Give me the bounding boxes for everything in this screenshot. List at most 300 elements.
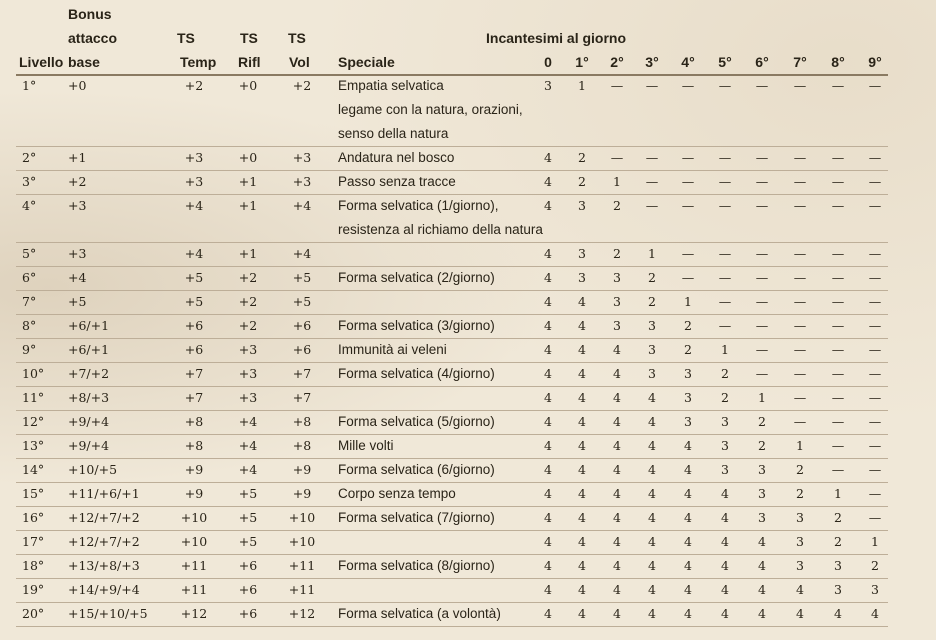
cell-spells: —: [868, 78, 882, 93]
cell-spells: 2: [721, 366, 729, 381]
cell-spells: 4: [648, 558, 656, 573]
cell-ts-rifl: +1: [238, 174, 258, 189]
cell-bab: +6/+1: [68, 318, 110, 333]
cell-livello: 16°: [22, 510, 45, 525]
table-row: [0, 146, 936, 170]
cell-spells: 4: [578, 390, 586, 405]
cell-livello: 8°: [22, 318, 37, 333]
cell-spells: 2: [684, 342, 692, 357]
cell-livello: 7°: [22, 294, 37, 309]
cell-spells: 4: [613, 606, 621, 621]
header-ts-temp-line1: TS: [177, 30, 195, 46]
cell-livello: 9°: [22, 342, 37, 357]
cell-spells: 4: [684, 606, 692, 621]
cell-ts-rifl: +4: [238, 462, 258, 477]
cell-spells: 4: [544, 606, 552, 621]
speciale-line: resistenza al richiamo della natura: [338, 222, 543, 237]
cell-spells: 4: [578, 486, 586, 501]
cell-livello: 6°: [22, 270, 37, 285]
cell-spells: 4: [613, 534, 621, 549]
cell-spells: 4: [648, 582, 656, 597]
cell-ts-temp: +3: [184, 174, 204, 189]
cell-spells: —: [681, 78, 695, 93]
table-row: [0, 410, 936, 434]
header-bonus-line3: base: [68, 54, 100, 70]
cell-spells: 4: [684, 510, 692, 525]
cell-spells: 1: [834, 486, 842, 501]
table-row: [0, 578, 936, 602]
cell-spells: 4: [544, 390, 552, 405]
cell-speciale: [338, 146, 454, 170]
cell-ts-vol: +5: [292, 270, 312, 285]
cell-spells: 4: [721, 558, 729, 573]
cell-ts-rifl: +2: [238, 270, 258, 285]
cell-spells: 2: [834, 534, 842, 549]
cell-ts-vol: +7: [292, 390, 312, 405]
cell-spells: 3: [721, 414, 729, 429]
cell-spells: 4: [613, 582, 621, 597]
cell-spells: —: [755, 318, 769, 333]
cell-spells: 3: [834, 582, 842, 597]
cell-bab: +6/+1: [68, 342, 110, 357]
cell-livello: 11°: [22, 390, 45, 405]
cell-ts-rifl: +6: [238, 606, 258, 621]
cell-livello: 5°: [22, 246, 37, 261]
cell-ts-vol: +12: [288, 606, 316, 621]
cell-ts-vol: +6: [292, 342, 312, 357]
cell-spells: —: [793, 342, 807, 357]
cell-spells: 2: [758, 414, 766, 429]
cell-spells: 2: [578, 174, 586, 189]
cell-spells: 4: [544, 294, 552, 309]
cell-spells: —: [868, 438, 882, 453]
cell-spells: —: [793, 390, 807, 405]
cell-speciale: [338, 170, 456, 194]
header-ts-rifl-line2: Rifl: [238, 54, 261, 70]
cell-spells: —: [868, 462, 882, 477]
cell-spells: 4: [613, 414, 621, 429]
cell-spells: 1: [721, 342, 729, 357]
cell-ts-rifl: +0: [238, 150, 258, 165]
cell-spells: —: [831, 270, 845, 285]
cell-ts-vol: +8: [292, 438, 312, 453]
speciale-line: legame con la natura, orazioni,: [338, 102, 523, 117]
cell-spells: —: [868, 414, 882, 429]
cell-bab: +7/+2: [68, 366, 110, 381]
cell-spells: 4: [544, 486, 552, 501]
speciale-line: Passo senza tracce: [338, 174, 456, 189]
header-spell-level: 6°: [755, 54, 769, 70]
cell-spells: —: [868, 294, 882, 309]
cell-spells: 4: [544, 558, 552, 573]
cell-spells: 4: [578, 294, 586, 309]
cell-livello: 20°: [22, 606, 45, 621]
cell-spells: 4: [796, 582, 804, 597]
cell-spells: 3: [684, 366, 692, 381]
speciale-line: Forma selvatica (4/giorno): [338, 366, 495, 381]
cell-ts-temp: +6: [184, 342, 204, 357]
cell-spells: 4: [544, 462, 552, 477]
cell-livello: 17°: [22, 534, 45, 549]
cell-spells: —: [793, 414, 807, 429]
cell-spells: 3: [578, 198, 586, 213]
cell-spells: —: [645, 150, 659, 165]
cell-spells: —: [831, 438, 845, 453]
header-spell-level: 0: [544, 54, 552, 70]
cell-spells: 2: [796, 462, 804, 477]
cell-spells: 4: [578, 414, 586, 429]
speciale-line: Forma selvatica (7/giorno): [338, 510, 495, 525]
speciale-line: Forma selvatica (3/giorno): [338, 318, 495, 333]
cell-spells: —: [793, 366, 807, 381]
cell-spells: 3: [834, 558, 842, 573]
cell-spells: 4: [871, 606, 879, 621]
cell-spells: —: [868, 486, 882, 501]
cell-spells: 3: [578, 246, 586, 261]
cell-spells: —: [868, 246, 882, 261]
cell-spells: 3: [796, 510, 804, 525]
cell-spells: —: [755, 150, 769, 165]
cell-livello: 1°: [22, 78, 37, 93]
cell-spells: 4: [578, 438, 586, 453]
cell-livello: 19°: [22, 582, 45, 597]
cell-spells: —: [681, 198, 695, 213]
speciale-line: Mille volti: [338, 438, 394, 453]
cell-bab: +2: [68, 174, 87, 189]
cell-spells: —: [831, 366, 845, 381]
cell-spells: —: [681, 174, 695, 189]
cell-spells: 1: [578, 78, 586, 93]
cell-bab: +5: [68, 294, 87, 309]
table-row: [0, 602, 936, 626]
cell-spells: 2: [796, 486, 804, 501]
cell-spells: 4: [684, 486, 692, 501]
cell-bab: +0: [68, 78, 87, 93]
cell-livello: 3°: [22, 174, 37, 189]
header-spell-level: 2°: [610, 54, 624, 70]
cell-livello: 2°: [22, 150, 37, 165]
cell-spells: —: [868, 390, 882, 405]
cell-spells: 4: [684, 582, 692, 597]
cell-spells: —: [793, 294, 807, 309]
cell-spells: —: [831, 390, 845, 405]
cell-ts-vol: +5: [292, 294, 312, 309]
cell-spells: 4: [544, 510, 552, 525]
cell-spells: 3: [796, 558, 804, 573]
cell-ts-rifl: +3: [238, 366, 258, 381]
cell-speciale: [338, 362, 495, 386]
cell-spells: 4: [758, 582, 766, 597]
header-speciale: Speciale: [338, 54, 395, 70]
cell-spells: 4: [721, 510, 729, 525]
cell-spells: 3: [871, 582, 879, 597]
cell-spells: 4: [578, 342, 586, 357]
cell-ts-vol: +8: [292, 414, 312, 429]
cell-spells: —: [755, 198, 769, 213]
table-row: [0, 506, 936, 530]
cell-ts-temp: +11: [180, 582, 208, 597]
cell-spells: 2: [871, 558, 879, 573]
cell-spells: 4: [578, 558, 586, 573]
cell-spells: 2: [578, 150, 586, 165]
cell-ts-rifl: +6: [238, 558, 258, 573]
cell-spells: —: [831, 246, 845, 261]
cell-spells: —: [718, 78, 732, 93]
cell-speciale: [338, 506, 495, 530]
cell-spells: 4: [758, 534, 766, 549]
speciale-line: senso della natura: [338, 126, 449, 141]
speciale-line: Forma selvatica (1/giorno),: [338, 198, 499, 213]
cell-spells: —: [718, 246, 732, 261]
cell-spells: 4: [544, 534, 552, 549]
cell-spells: —: [831, 78, 845, 93]
cell-livello: 12°: [22, 414, 45, 429]
cell-spells: 4: [544, 318, 552, 333]
cell-spells: 4: [721, 582, 729, 597]
cell-bab: +9/+4: [68, 438, 110, 453]
cell-ts-temp: +11: [180, 558, 208, 573]
cell-bab: +11/+6/+1: [68, 486, 140, 501]
cell-ts-temp: +7: [184, 390, 204, 405]
cell-spells: —: [793, 270, 807, 285]
cell-spells: 4: [648, 390, 656, 405]
cell-spells: —: [755, 78, 769, 93]
table-row: [0, 314, 936, 338]
speciale-line: Forma selvatica (a volontà): [338, 606, 501, 621]
cell-ts-rifl: +5: [238, 486, 258, 501]
header-spell-level: 1°: [575, 54, 589, 70]
cell-spells: 4: [758, 606, 766, 621]
cell-ts-vol: +10: [288, 510, 316, 525]
cell-spells: —: [868, 366, 882, 381]
header-ts-rifl-line1: TS: [240, 30, 258, 46]
cell-spells: —: [718, 270, 732, 285]
cell-spells: 1: [648, 246, 656, 261]
cell-bab: +12/+7/+2: [68, 510, 140, 525]
cell-spells: 4: [613, 510, 621, 525]
cell-ts-temp: +5: [184, 294, 204, 309]
header-incantesimi: Incantesimi al giorno: [486, 30, 627, 46]
cell-spells: 4: [758, 558, 766, 573]
cell-spells: 4: [613, 486, 621, 501]
cell-spells: —: [755, 342, 769, 357]
cell-spells: —: [868, 150, 882, 165]
cell-bab: +14/+9/+4: [68, 582, 140, 597]
cell-spells: 4: [648, 510, 656, 525]
cell-bab: +10/+5: [68, 462, 118, 477]
cell-spells: —: [831, 414, 845, 429]
cell-spells: 3: [758, 462, 766, 477]
cell-spells: 4: [613, 462, 621, 477]
cell-spells: —: [755, 270, 769, 285]
cell-ts-temp: +9: [184, 462, 204, 477]
cell-ts-rifl: +0: [238, 78, 258, 93]
table-row: [0, 170, 936, 194]
header-spell-level: 5°: [718, 54, 732, 70]
table-row: [0, 434, 936, 458]
cell-spells: —: [868, 342, 882, 357]
header-spell-level: 3°: [645, 54, 659, 70]
table-row: [0, 530, 936, 554]
cell-spells: —: [755, 366, 769, 381]
cell-bab: +4: [68, 270, 87, 285]
table-row: [0, 362, 936, 386]
cell-ts-rifl: +6: [238, 582, 258, 597]
header-ts-vol-line2: Vol: [289, 54, 310, 70]
cell-spells: 4: [834, 606, 842, 621]
cell-ts-rifl: +1: [238, 198, 258, 213]
cell-ts-rifl: +2: [238, 294, 258, 309]
cell-spells: 4: [613, 390, 621, 405]
cell-spells: 4: [613, 342, 621, 357]
cell-spells: 3: [613, 294, 621, 309]
cell-bab: +9/+4: [68, 414, 110, 429]
cell-spells: 4: [544, 198, 552, 213]
speciale-line: Forma selvatica (8/giorno): [338, 558, 495, 573]
speciale-line: Empatia selvatica: [338, 78, 444, 93]
cell-spells: —: [610, 150, 624, 165]
cell-spells: —: [793, 150, 807, 165]
cell-spells: 3: [721, 462, 729, 477]
cell-ts-rifl: +1: [238, 246, 258, 261]
cell-spells: —: [831, 174, 845, 189]
cell-speciale: [338, 338, 447, 362]
cell-spells: —: [831, 342, 845, 357]
cell-speciale: [338, 410, 495, 434]
cell-ts-rifl: +5: [238, 534, 258, 549]
cell-spells: 4: [578, 462, 586, 477]
cell-ts-temp: +10: [180, 534, 208, 549]
cell-spells: 4: [721, 534, 729, 549]
cell-ts-vol: +2: [292, 78, 312, 93]
cell-speciale: [338, 266, 495, 290]
cell-spells: 3: [684, 414, 692, 429]
cell-spells: —: [793, 318, 807, 333]
cell-speciale: [338, 602, 501, 626]
cell-livello: 14°: [22, 462, 45, 477]
cell-spells: 4: [544, 438, 552, 453]
header-bonus-line1: Bonus: [68, 6, 112, 22]
cell-spells: 1: [796, 438, 804, 453]
cell-spells: —: [755, 294, 769, 309]
cell-spells: 4: [544, 582, 552, 597]
cell-spells: 4: [544, 414, 552, 429]
cell-ts-temp: +8: [184, 414, 204, 429]
cell-speciale: [338, 194, 543, 242]
cell-spells: 2: [834, 510, 842, 525]
cell-spells: 4: [544, 270, 552, 285]
cell-spells: —: [793, 198, 807, 213]
cell-bab: +1: [68, 150, 87, 165]
cell-spells: 3: [758, 510, 766, 525]
cell-spells: 4: [648, 462, 656, 477]
cell-ts-rifl: +4: [238, 438, 258, 453]
cell-ts-vol: +11: [288, 582, 316, 597]
cell-spells: 2: [758, 438, 766, 453]
cell-ts-temp: +2: [184, 78, 204, 93]
speciale-line: Corpo senza tempo: [338, 486, 456, 501]
table-row: [0, 482, 936, 506]
cell-spells: 2: [613, 246, 621, 261]
cell-spells: 2: [721, 390, 729, 405]
cell-ts-rifl: +4: [238, 414, 258, 429]
cell-spells: 2: [684, 318, 692, 333]
header-spell-level: 8°: [831, 54, 845, 70]
cell-speciale: [338, 554, 495, 578]
cell-spells: 4: [578, 318, 586, 333]
cell-ts-rifl: +3: [238, 390, 258, 405]
cell-bab: +12/+7/+2: [68, 534, 140, 549]
cell-spells: 4: [578, 606, 586, 621]
cell-spells: 3: [721, 438, 729, 453]
cell-spells: 3: [796, 534, 804, 549]
cell-spells: 4: [544, 246, 552, 261]
cell-spells: —: [718, 198, 732, 213]
cell-ts-vol: +9: [292, 486, 312, 501]
cell-spells: —: [793, 174, 807, 189]
cell-ts-vol: +3: [292, 174, 312, 189]
cell-ts-temp: +8: [184, 438, 204, 453]
cell-spells: 4: [648, 414, 656, 429]
cell-speciale: [338, 74, 523, 146]
cell-spells: 4: [578, 582, 586, 597]
cell-spells: 3: [613, 318, 621, 333]
table-row: [0, 554, 936, 578]
cell-livello: 10°: [22, 366, 45, 381]
cell-spells: —: [868, 510, 882, 525]
cell-ts-vol: +4: [292, 246, 312, 261]
cell-spells: —: [645, 198, 659, 213]
cell-bab: +15/+10/+5: [68, 606, 148, 621]
cell-spells: 3: [684, 390, 692, 405]
cell-spells: —: [681, 270, 695, 285]
cell-spells: —: [831, 198, 845, 213]
cell-spells: 4: [578, 366, 586, 381]
cell-spells: 4: [648, 534, 656, 549]
cell-ts-temp: +4: [184, 198, 204, 213]
cell-ts-vol: +6: [292, 318, 312, 333]
cell-spells: 4: [578, 510, 586, 525]
cell-spells: —: [681, 246, 695, 261]
cell-spells: 4: [684, 534, 692, 549]
cell-spells: 4: [613, 438, 621, 453]
cell-bab: +8/+3: [68, 390, 110, 405]
cell-speciale: [338, 482, 456, 506]
cell-spells: —: [718, 318, 732, 333]
header-spell-level: 7°: [793, 54, 807, 70]
cell-spells: 4: [578, 534, 586, 549]
cell-spells: —: [681, 150, 695, 165]
cell-spells: —: [718, 174, 732, 189]
cell-bab: +13/+8/+3: [68, 558, 140, 573]
header-ts-vol-line1: TS: [288, 30, 306, 46]
cell-spells: 4: [796, 606, 804, 621]
table-row: [0, 242, 936, 266]
speciale-line: Forma selvatica (2/giorno): [338, 270, 495, 285]
cell-spells: 3: [648, 318, 656, 333]
cell-spells: 4: [721, 486, 729, 501]
header-ts-temp-line2: Temp: [180, 54, 217, 70]
cell-spells: 1: [871, 534, 879, 549]
cell-spells: 4: [613, 558, 621, 573]
speciale-line: Andatura nel bosco: [338, 150, 455, 165]
cell-spells: —: [755, 246, 769, 261]
cell-ts-temp: +7: [184, 366, 204, 381]
table-row: [0, 290, 936, 314]
cell-spells: 4: [684, 558, 692, 573]
cell-spells: 1: [758, 390, 766, 405]
cell-spells: 2: [648, 294, 656, 309]
